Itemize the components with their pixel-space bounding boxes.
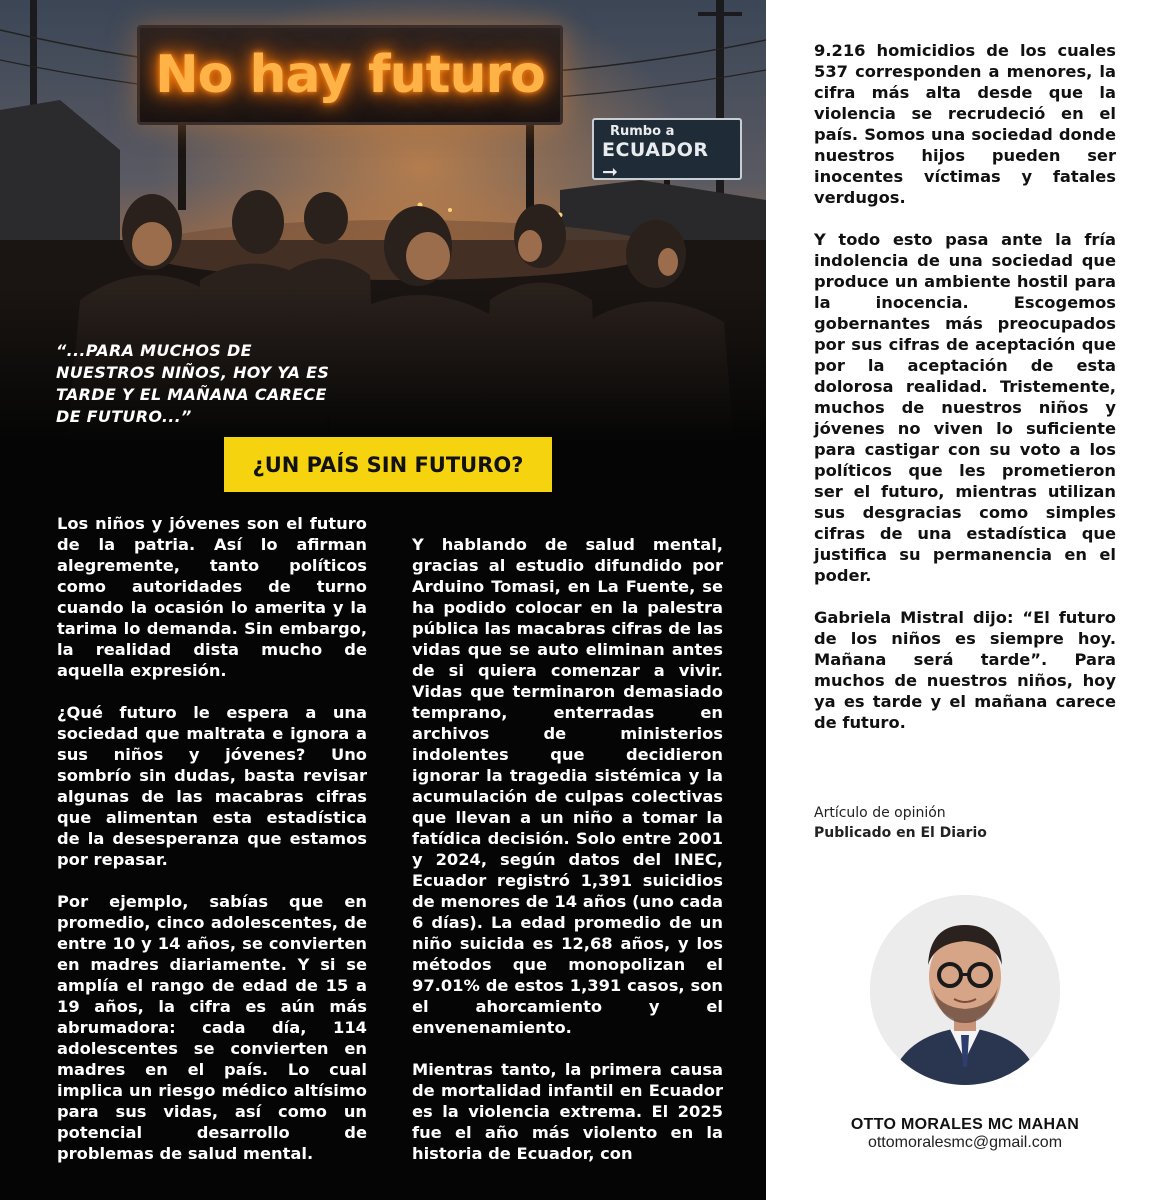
hero-quote: “...PARA MUCHOS DE NUESTROS NIÑOS, HOY YA ES TARDE Y EL MAÑANA CARECE DE FUTURO...”: [56, 341, 330, 426]
paragraph: Por ejemplo, sabías que en promedio, cinco adolescentes, de entre 10 y 14 años, se convierten en madres diariamente. Y si se amplía el rango de edad de 15 a 19 años, la cifra es aún más abrumadora: cada día, 114 adolescentes se convierten en madres en el país. Lo cual implica un riesgo médico altísimo para sus vidas, así como un potencial desarrollo de problemas de salud mental.: [57, 892, 367, 1163]
road-sign-big-text: [602, 139, 732, 183]
road-sign-small-text: Rumbo a: [610, 124, 675, 139]
article-column-3: [814, 40, 1116, 754]
paragraph: Mientras tanto, la primera causa de mortalidad infantil en Ecuador es la violencia extrema. El 2025 fue el año más violento en la historia de Ecuador, con: [412, 1060, 723, 1163]
arrow-right-icon: ➞: [602, 161, 619, 183]
road-sign-destination: ECUADOR: [602, 139, 709, 161]
publication-line: Publicado en El Diario: [814, 825, 987, 841]
right-white-panel: [766, 0, 1162, 1200]
article-category: Artículo de opinión: [814, 805, 946, 821]
paragraph: Gabriela Mistral dijo: “El futuro de los niños es siempre hoy. Mañana será tarde”. Para muchos de nuestros niños, hoy ya es tarde y el mañana carece de futuro.: [814, 608, 1116, 732]
paragraph: Y todo esto pasa ante la fría indolencia de una sociedad que produce un ambiente hostil para la inocencia. Escogemos gobernantes más preocupados por sus cifras de aceptación que por la aceptación de esta dolorosa realidad. Tristemente, muchos de nuestros niños y jóvenes no viven lo suficiente para castigar con su voto a los políticos que les prometieron ser el futuro, mientras utilizan sus desgracias como simples cifras de una estadística que justifica su permanencia en el poder.: [814, 230, 1116, 585]
author-block: [814, 1116, 1116, 1152]
neon-sign-text: No hay futuro: [155, 45, 545, 105]
paragraph: Los niños y jóvenes son el futuro de la patria. Así lo afirman alegremente, tanto políticos como autoridades de turno cuando la ocasión lo amerita y la tarima lo demanda. Sin embargo, la realidad dista mucho de aquella expresión.: [57, 514, 367, 680]
article-column-1: [57, 513, 367, 1185]
paragraph: ¿Qué futuro le espera a una sociedad que maltrata e ignora a sus niños y jóvenes? Uno sombrío sin dudas, basta revisar algunas de las macabras cifras que alimentan esta estadística de la desesperanza que estamos por repasar.: [57, 703, 367, 869]
author-email[interactable]: ottomoralesmc@gmail.com: [867, 1134, 1063, 1151]
paragraph: 9.216 homicidios de los cuales 537 corresponden a menores, la cifra más alta desde que la violencia se recrudeció en el país. Somos una sociedad donde nuestros hijos pueden ser inocentes víctimas y fatales verdugos.: [814, 41, 1116, 207]
author-portrait: [870, 895, 1060, 1085]
paragraph: Y hablando de salud mental, gracias al estudio difundido por Arduino Tomasi, en La Fuente, se ha podido colocar en la palestra pública las macabras cifras de las vidas que se auto eliminan antes de si quiera comenzar a vivir. Vidas que terminaron demasiado temprano, enterradas en archivos de ministerios indolentes que decidieron ignorar la tragedia sistémica y la acumulación de culpas colectivas que llevan a un niño a tomar la fatídica decisión. Solo entre 2001 y 2024, según datos del INEC, Ecuador registró 1,391 suicidios de menores de 14 años (uno cada 6 días). La edad promedio de un niño suicida es 12,68 años, y los métodos que monopolizan el 97.01% de estos 1,391 casos, son el ahorcamiento y el envenenamiento.: [412, 535, 723, 1037]
road-sign: [592, 118, 742, 183]
author-avatar: [870, 895, 1060, 1085]
article-column-2: [412, 534, 723, 1185]
headline-badge: ¿UN PAÍS SIN FUTURO?: [224, 437, 552, 492]
author-name: OTTO MORALES MC MAHAN: [850, 1116, 1080, 1133]
neon-sign: [137, 25, 563, 125]
article-meta: [814, 803, 987, 843]
